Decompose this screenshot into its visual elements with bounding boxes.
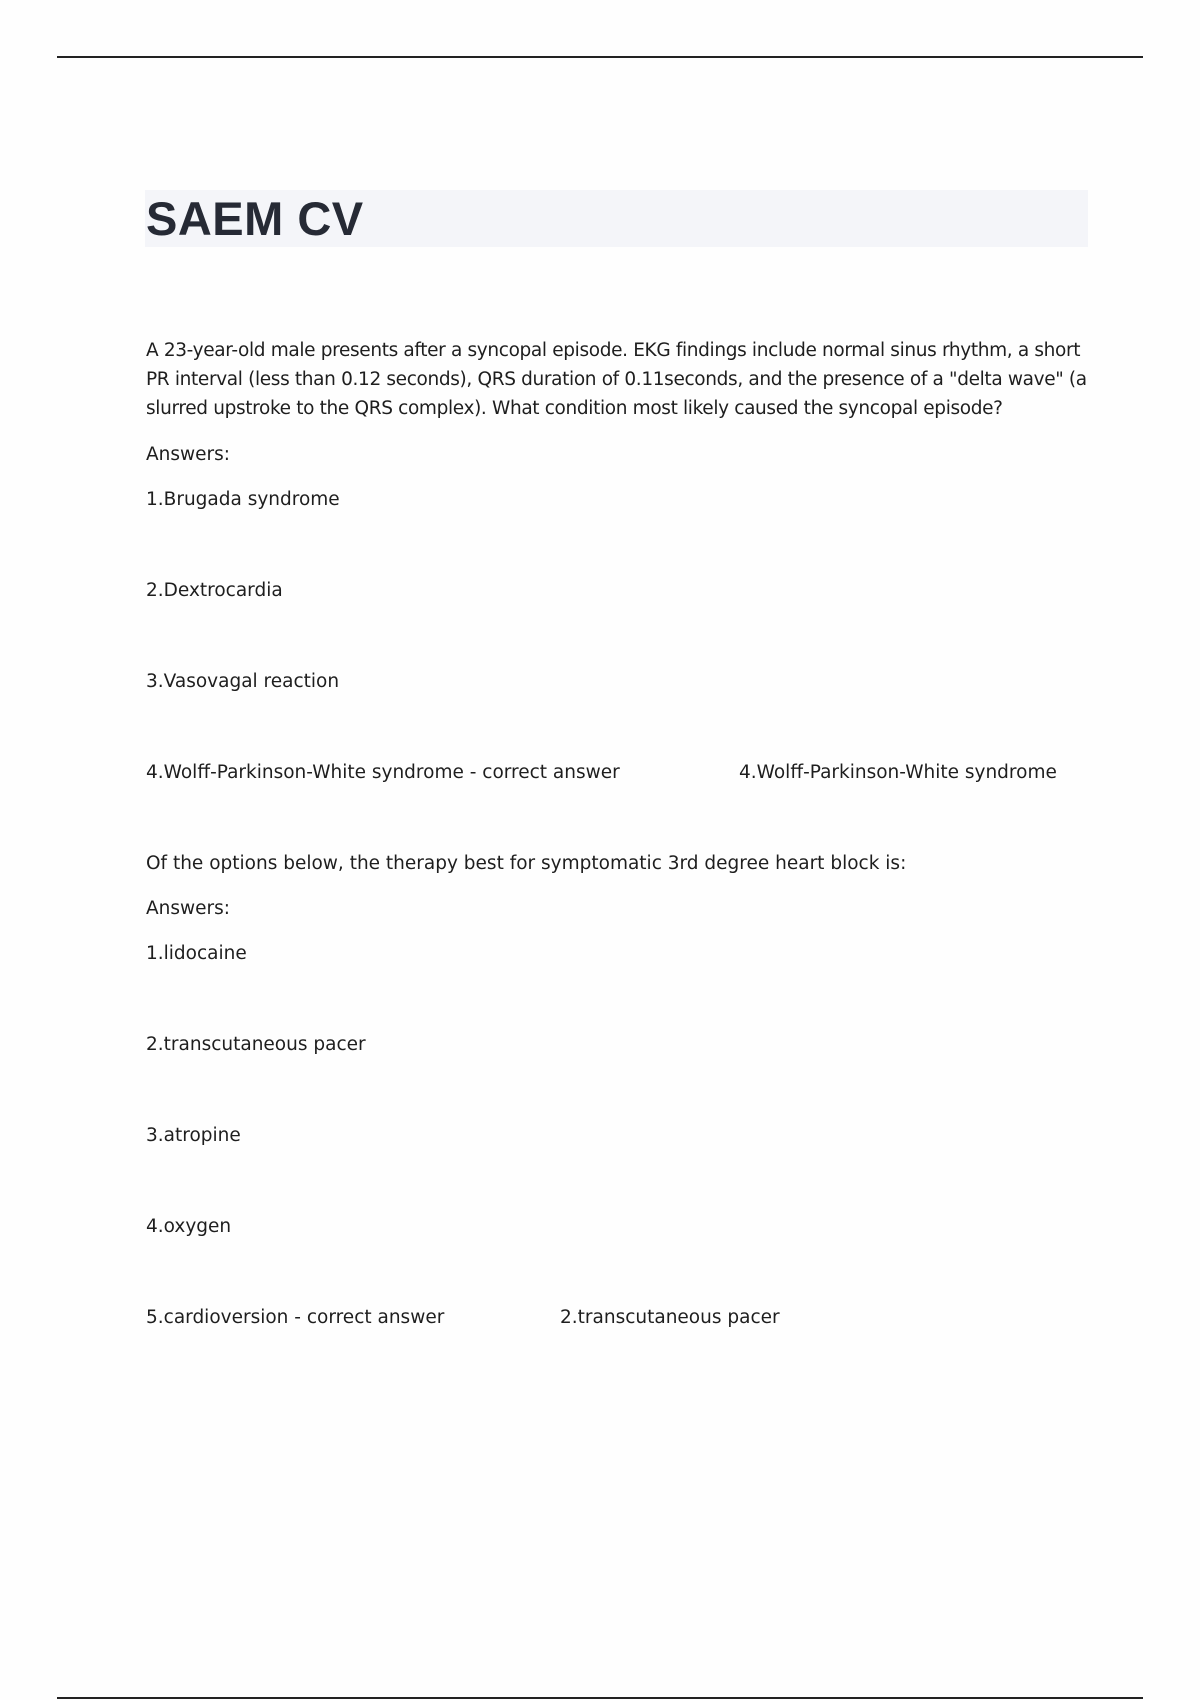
document-title: SAEM CV [146, 192, 364, 245]
question-2-option: 4.oxygen [146, 1216, 232, 1237]
question-1-text [146, 336, 1096, 423]
question-2-text: Of the options below, the therapy best for symptomatic 3rd degree heart block is: [146, 853, 907, 874]
question-2-option: 5.cardioversion - correct answer [146, 1307, 445, 1328]
question-1-answer: 4.Wolff-Parkinson-White syndrome [739, 762, 1057, 783]
question-1-option: 1.Brugada syndrome [146, 489, 340, 510]
question-1-line: slurred upstroke to the QRS complex). What condition most likely caused the syncopal episode? [146, 398, 1003, 419]
question-2-option: 2.transcutaneous pacer [146, 1034, 366, 1055]
question-2-answer: 2.transcutaneous pacer [560, 1307, 780, 1328]
question-1-line: A 23-year-old male presents after a syncopal episode. EKG findings include normal sinus rhythm, a short [146, 340, 1081, 361]
question-1-answers-label: Answers: [146, 444, 231, 465]
question-1-line: PR interval (less than 0.12 seconds), QRS duration of 0.11seconds, and the presence of a "delta wave" (a [146, 369, 1087, 390]
question-2-option: 1.lidocaine [146, 943, 247, 964]
footer-rule [57, 1697, 1143, 1699]
question-1-option: 3.Vasovagal reaction [146, 671, 340, 692]
question-2-answers-label: Answers: [146, 898, 231, 919]
question-2-option: 3.atropine [146, 1125, 241, 1146]
question-1-option: 4.Wolff-Parkinson-White syndrome - correct answer [146, 762, 620, 783]
header-rule [57, 56, 1143, 58]
question-1-option: 2.Dextrocardia [146, 580, 283, 601]
